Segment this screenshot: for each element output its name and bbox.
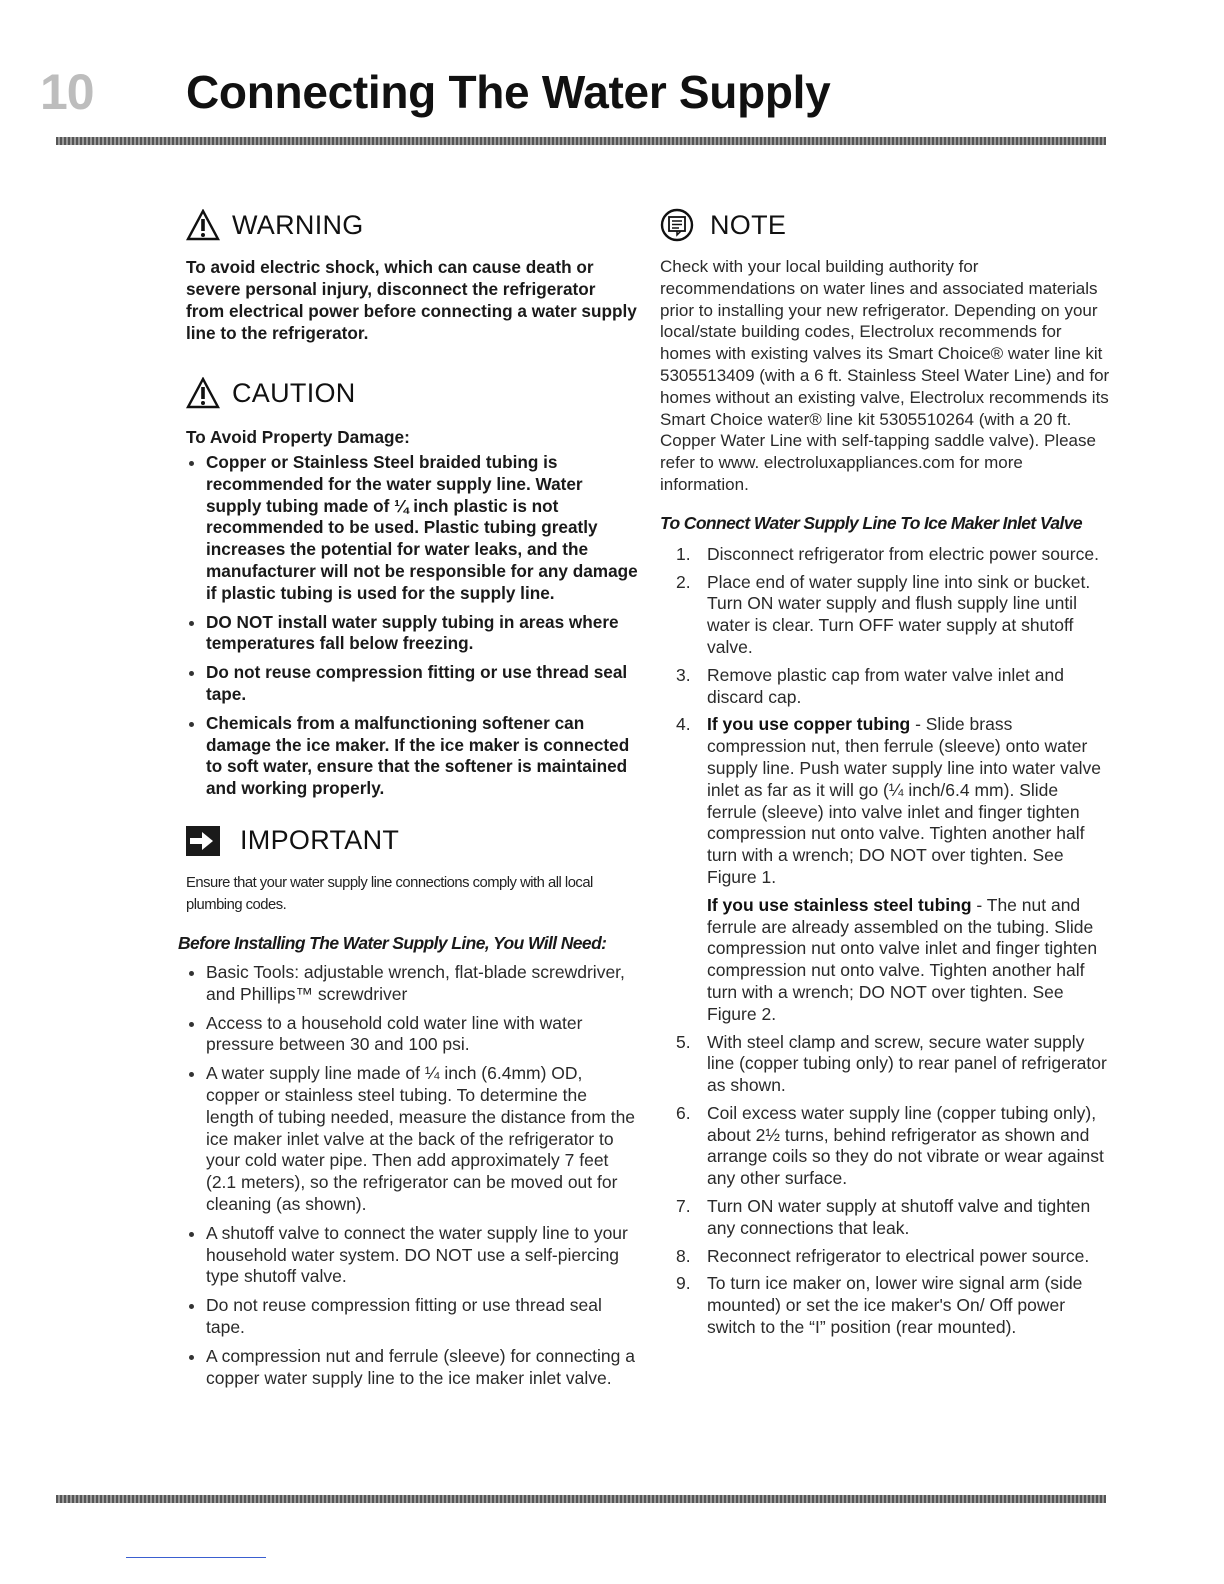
list-item: DO NOT install water supply tubing in areas where temperatures fall below freezing. [186,612,638,656]
warning-heading [186,200,638,250]
note-heading [660,200,1110,250]
warning-triangle-icon [186,209,220,241]
list-item: Access to a household cold water line with water pressure between 30 and 100 psi. [186,1013,638,1057]
step-text: - The nut and ferrule are already assembled on the tubing. Slide compression nut onto valve inlet and finger tighten compression nut onto valve. Tighten another half turn with a wrench; DO NOT over tighten. See Figure 2. [707,894,1098,1024]
step-number: 7. [676,1196,691,1217]
step-item [660,1032,1110,1097]
step-text: Turn ON water supply at shutoff valve and tighten any connections that leak. [707,1196,1091,1238]
list-item: Do not reuse compression fitting or use thread seal tape. [186,662,638,706]
before-installing-heading: Before Installing The Water Supply Line, You Will Need: [178,932,607,953]
connect-heading: To Connect Water Supply Line To Ice Maker Inlet Valve [660,512,1083,533]
step-number: 3. [676,664,691,685]
step-item [660,665,1110,709]
list-item: Basic Tools: adjustable wrench, flat-blade screwdriver, and Phillips™ screwdriver [186,962,638,1006]
step-text: - Slide brass compression nut, then ferrule (sleeve) onto water supply line. Push water supply line into water valve inlet as far as it will go (¼ inch/6.4 mm). Slide ferrule (sleeve) into valve inlet and finger tighten compression nut onto valve. Tighten another half turn with a wrench; DO NOT over tighten. See Figure 1. [707,714,1101,887]
caution-list [186,452,638,800]
note-text: Check with your local building authority for recommendations on water lines and associated materials prior to installing your new refrigerator. Depending on your local/state building codes, Electrolux recommends for homes with existing valves its Smart Choice® water line kit 5305513409 (with a 6 ft. Stainless Steel Water Line) and for homes without an existing valve, Electrolux recommends its Smart Choice water® line kit 5305510264 (with a 20 ft. Copper Water Line with self-tapping saddle valve). Please refer to www. electroluxappliances.com for more information. [660,257,1110,494]
step-number: 5. [676,1031,691,1052]
note-label: NOTE [710,209,787,240]
steps-list-continued [660,1032,1110,1339]
left-column [178,200,638,1396]
step-item [660,1196,1110,1240]
page-header [40,62,1184,132]
step-number: 9. [676,1273,691,1294]
list-item: A compression nut and ferrule (sleeve) for connecting a copper water supply line to the ice maker inlet valve. [186,1346,638,1390]
step-text: With steel clamp and screw, secure water supply line (copper tubing only) to rear panel of refrigerator as shown. [707,1031,1107,1096]
step-number: 8. [676,1245,691,1266]
arrow-right-icon [186,826,220,856]
important-heading [186,816,638,866]
step-item [660,1103,1110,1190]
step-text: Place end of water supply line into sink or bucket. Turn ON water supply and flush supply line until water is clear. Turn OFF water supply at shutoff valve. [707,571,1091,657]
important-text: Ensure that your water supply line connections comply with all local plumbing codes. [186,874,593,913]
caution-heading [186,368,638,418]
step-text: Coil excess water supply line (copper tubing only), about 2½ turns, behind refrigerator as shown and arrange coils so they do not vibrate or wear against any other surface. [707,1102,1104,1189]
step-text: Remove plastic cap from water valve inlet and discard cap. [707,664,1064,707]
note-icon [660,208,694,242]
top-divider [56,137,1106,145]
step-text: Reconnect refrigerator to electrical power source. [707,1245,1090,1266]
step-lead: If you use stainless steel tubing [707,894,972,915]
step-item [660,572,1110,659]
step-item [660,1246,1110,1268]
step-text: Disconnect refrigerator from electric power source. [707,543,1099,564]
list-item: Copper or Stainless Steel braided tubing is recommended for the water supply line. Water supply tubing made of ¼ inch plastic is not recommended to be used. Plastic tubing greatly increases the potential for water leaks, and the manufacturer will not be responsible for any damage if plastic tubing is used for the supply line. [186,452,638,605]
step-number: 6. [676,1102,691,1123]
step-lead: If you use copper tubing [707,714,911,735]
steps-list [660,544,1110,889]
warning-triangle-icon [186,377,220,409]
step-item [660,714,1110,888]
caution-subtitle: To Avoid Property Damage: [186,427,410,447]
step-number: 1. [676,543,691,564]
page-number: 10 [40,64,94,120]
list-item: A shutoff valve to connect the water supply line to your household water system. DO NOT use a self-piercing type shutoff valve. [186,1223,638,1288]
step-item [660,1273,1110,1338]
warning-label: WARNING [232,209,364,240]
list-item: Do not reuse compression fitting or use thread seal tape. [186,1295,638,1339]
step-number: 4. [676,714,691,735]
step-text: To turn ice maker on, lower wire signal arm (side mounted) or set the ice maker's On/ Off power switch to the “I” position (rear mounted). [707,1273,1083,1338]
step-4-stainless [660,895,1110,1026]
list-item: Chemicals from a malfunctioning softener can damage the ice maker. If the ice maker is connected to soft water, ensure that the softener is maintained and working properly. [186,713,638,800]
needs-list [186,962,638,1389]
step-number: 2. [676,571,691,592]
list-item: A water supply line made of ¼ inch (6.4mm) OD, copper or stainless steel tubing. To determine the length of tubing needed, measure the distance from the ice maker inlet valve at the back of the refrigerator to your cold water pipe. Then add approximately 7 feet (2.1 meters), so the refrigerator can be moved out for cleaning (as shown). [186,1063,638,1216]
caution-label: CAUTION [232,377,356,408]
important-label: IMPORTANT [240,825,400,856]
bottom-divider [56,1495,1106,1503]
footer-link-underline [126,1557,266,1558]
step-item [660,544,1110,566]
warning-text: To avoid electric shock, which can cause death or severe personal injury, disconnect the refrigerator from electrical power before connecting a water supply line to the refrigerator. [186,257,637,343]
right-column [660,200,1110,1345]
page-title: Connecting The Water Supply [186,66,831,118]
